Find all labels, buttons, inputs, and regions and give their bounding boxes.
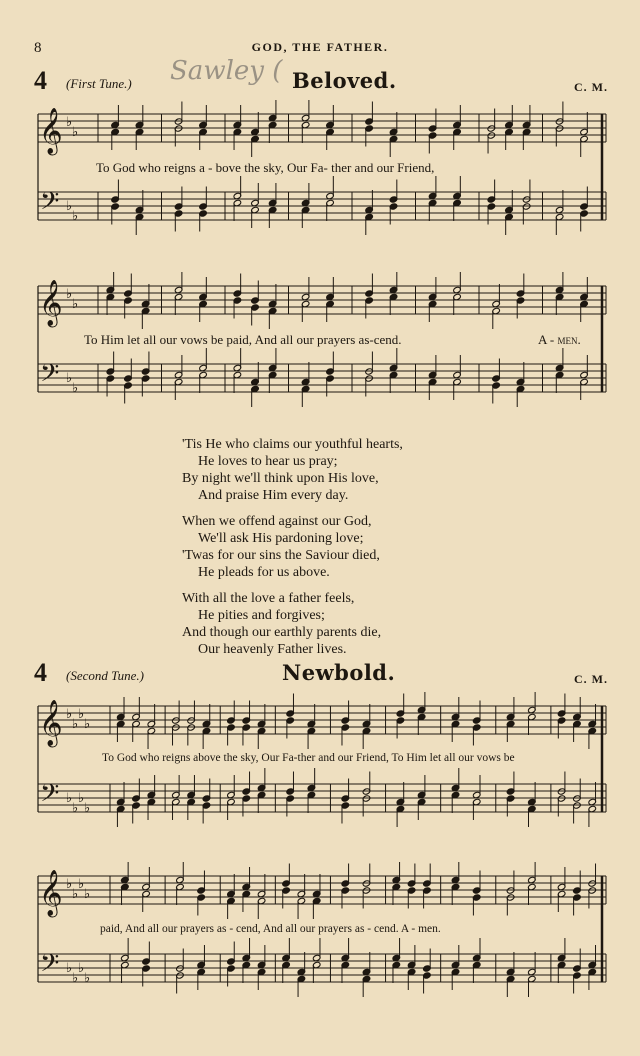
amen-first: A - men. (538, 332, 581, 347)
verse-2 (182, 513, 403, 581)
flat-sign: ♭ (78, 961, 85, 976)
tune-name-first: Beloved. (292, 68, 397, 93)
lyrics-line-1: To God who reigns a - bove the sky, Our Fa- ther and our Friend, (96, 160, 435, 175)
hymn-number-first: 4 (34, 66, 47, 95)
treble-clef: 𝄞 (39, 700, 63, 746)
page-number: 8 (34, 40, 42, 56)
handwritten-note: Sawley ( (170, 56, 283, 86)
bass-clef: 𝄢 (40, 187, 60, 222)
flat-sign: ♭ (72, 717, 79, 732)
flat-sign: ♭ (72, 381, 79, 396)
meter-first: C. M. (574, 80, 608, 94)
flat-sign: ♭ (66, 961, 73, 976)
verse-line: And praise Him every day. (198, 488, 349, 503)
verse-line: 'Twas for our sins the Saviour died, (182, 548, 380, 563)
verse-line: He loves to hear us pray; (198, 454, 338, 469)
flat-sign: ♭ (66, 791, 73, 806)
flat-sign: ♭ (72, 209, 79, 224)
verse-line: He pleads for us above. (198, 565, 330, 580)
hymn-verses (182, 436, 403, 667)
lyrics-line-2: To Him let all our vows be paid, And all our prayers as-cend. (84, 332, 402, 347)
flat-sign: ♭ (66, 371, 73, 386)
verse-line: With all the love a father feels, (182, 591, 355, 606)
verse-line: We'll ask His pardoning love; (198, 531, 364, 546)
verse-line: Our heavenly Father lives. (198, 642, 347, 657)
lyrics-line-3: To God who reigns above the sky, Our Fa-ther and our Friend, To Him let all our vows be (102, 752, 515, 764)
meter-second: C. M. (574, 672, 608, 686)
flat-sign: ♭ (66, 115, 73, 130)
flat-sign: ♭ (72, 125, 79, 140)
music-system-3 (0, 692, 640, 842)
flat-sign: ♭ (66, 707, 73, 722)
treble-clef: 𝄞 (39, 108, 63, 154)
verse-1 (182, 436, 403, 504)
verse-line: By night we'll think upon His love, (182, 471, 379, 486)
tune-label-second: (Second Tune.) (66, 668, 144, 683)
flat-sign: ♭ (78, 791, 85, 806)
flat-sign: ♭ (84, 971, 91, 986)
flat-sign: ♭ (84, 887, 91, 902)
flat-sign: ♭ (72, 971, 79, 986)
treble-clef: 𝄞 (39, 870, 63, 916)
verse-line: He pities and forgives; (198, 608, 325, 623)
flat-sign: ♭ (78, 707, 85, 722)
tune-name-second: Newbold. (282, 660, 396, 685)
flat-sign: ♭ (66, 287, 73, 302)
music-system-4 (0, 862, 640, 1012)
verse-line: When we offend against our God, (182, 514, 372, 529)
flat-sign: ♭ (72, 297, 79, 312)
hymn-number-second: 4 (34, 658, 47, 687)
tune-label-first: (First Tune.) (66, 76, 132, 91)
verse-line: And though our earthly parents die, (182, 625, 382, 640)
flat-sign: ♭ (66, 199, 73, 214)
bass-clef: 𝄢 (40, 779, 60, 814)
flat-sign: ♭ (72, 887, 79, 902)
flat-sign: ♭ (66, 877, 73, 892)
running-head: GOD, THE FATHER. (251, 40, 389, 54)
verse-3 (182, 590, 403, 658)
bass-clef: 𝄢 (40, 949, 60, 984)
flat-sign: ♭ (72, 801, 79, 816)
flat-sign: ♭ (78, 877, 85, 892)
flat-sign: ♭ (84, 717, 91, 732)
flat-sign: ♭ (84, 801, 91, 816)
treble-clef: 𝄞 (39, 280, 63, 326)
verse-line: 'Tis He who claims our youthful hearts, (182, 437, 403, 452)
bass-clef: 𝄢 (40, 359, 60, 394)
lyrics-line-4: paid, And all our prayers as - cend, And all our prayers as - cend. A - men. (100, 923, 441, 935)
